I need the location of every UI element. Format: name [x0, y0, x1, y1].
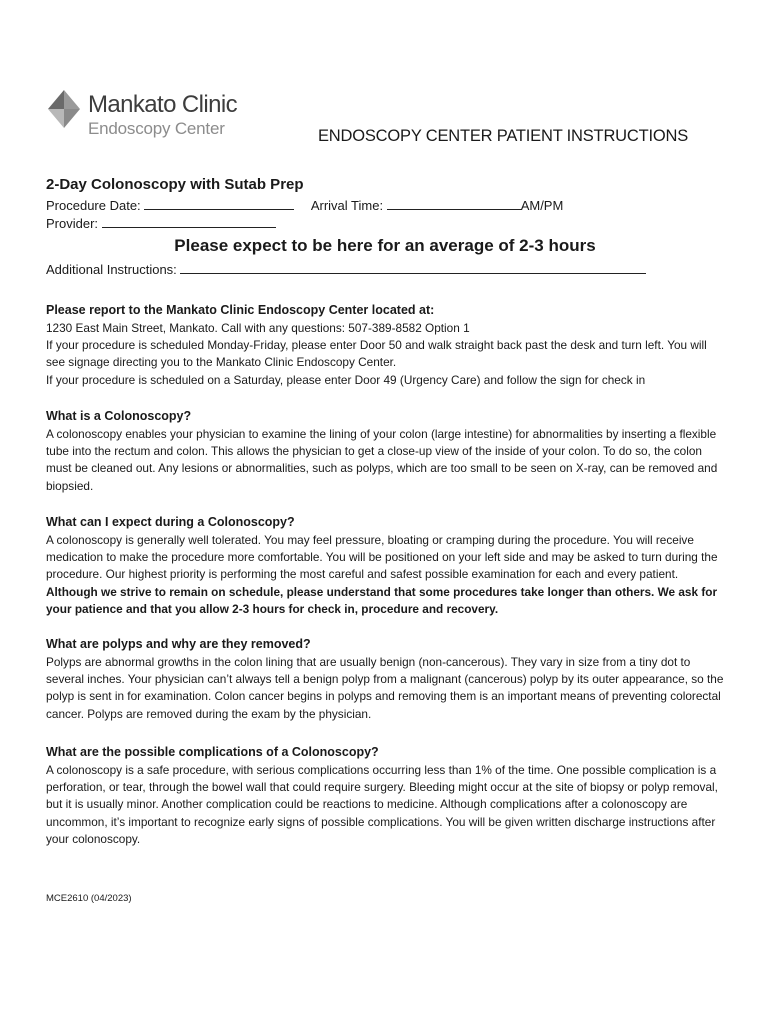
polyps-body: Polyps are abnormal growths in the colon lining that are usually benign (non-cancerous). They vary in size from a tiny dot to several inches. Your physician can’t always tell a benign polyp from a malignant (cancerous) polyp by its outer appearance, so the polyp is sent in for examination. Colon cancer begins in polyps and removing them is an important means of preventing colorectal cancer. Polyps are removed during the exam by the physician.	[46, 655, 724, 721]
report-saturday-line: If your procedure is scheduled on a Saturday, please enter Door 49 (Urgency Care) and follow the sign for check in	[46, 372, 646, 387]
additional-instructions-blank	[180, 261, 646, 274]
procedure-date-label: Procedure Date:	[46, 198, 141, 213]
expect-during-text: A colonoscopy is generally well tolerated. You may feel pressure, bloating or cramping during the procedure. You will receive medication to make the procedure more comfortable. You will be positioned on your left side and may be asked to turn during the procedure. Our highest priority is performing the most careful and safest possible examination for each and every patient.	[46, 533, 718, 582]
procedure-date-blank	[144, 197, 294, 210]
form-code: MCE2610 (04/2023)	[46, 893, 132, 904]
provider-label: Provider:	[46, 216, 99, 231]
expect-during-section	[46, 513, 728, 618]
additional-instructions-row	[46, 261, 646, 277]
logo-name: Mankato Clinic	[88, 91, 237, 118]
provider-blank	[102, 215, 276, 228]
arrival-time-label: Arrival Time:	[310, 198, 384, 213]
report-address-line: 1230 East Main Street, Mankato. Call with any questions: 507-389-8582 Option 1	[46, 321, 470, 335]
what-is-section	[46, 407, 728, 495]
expect-banner: Please expect to be here for an average of 2-3 hours	[174, 236, 596, 255]
polyps-section	[46, 635, 728, 723]
prep-title: 2-Day Colonoscopy with Sutab Prep	[46, 176, 304, 193]
report-weekday-line: If your procedure is scheduled Monday-Friday, please enter Door 50 and walk straight back past the desk and turn left. You will see signage directing you to the Mankato Clinic Endoscopy Center.	[46, 338, 707, 370]
arrival-time-blank	[387, 197, 521, 210]
complications-heading: What are the possible complications of a Colonoscopy?	[46, 745, 379, 759]
report-heading: Please report to the Mankato Clinic Endoscopy Center located at:	[46, 303, 435, 317]
document-title: ENDOSCOPY CENTER PATIENT INSTRUCTIONS	[318, 127, 689, 145]
procedure-date-row	[46, 197, 563, 213]
expect-during-body	[46, 532, 728, 618]
what-is-heading: What is a Colonoscopy?	[46, 409, 192, 423]
complications-body: A colonoscopy is a safe procedure, with serious complications occurring less than 1% of the time. One possible complication is a perforation, or tear, through the bowel wall that could require surgery. Bleeding might occur at the site of biopsy or polyp removal, but it is usually minor. Another complication could be reactions to medicine. Although complications after a colonoscopy are uncommon, it’s important to recognize early signs of possible complications. You will be given written discharge instructions after your colonoscopy.	[46, 763, 718, 846]
report-section	[46, 301, 728, 389]
mankato-clinic-logo	[46, 90, 246, 140]
expect-during-heading: What can I expect during a Colonoscopy?	[46, 515, 295, 529]
logo-diamond-icon	[46, 90, 82, 128]
arrival-time-suffix: AM/PM	[520, 198, 564, 213]
expect-during-bold-text: Although we strive to remain on schedule, please understand that some procedures take longer than others. We ask for your patience and that you allow 2-3 hours for check in, procedure and recovery.	[46, 584, 718, 616]
additional-instructions-label: Additional Instructions:	[46, 262, 177, 277]
polyps-heading: What are polyps and why are they removed?	[46, 637, 311, 651]
logo-subtitle: Endoscopy Center	[88, 119, 225, 138]
complications-section	[46, 743, 728, 848]
what-is-body: A colonoscopy enables your physician to examine the lining of your colon (large intestine) for abnormalities by inserting a flexible tube into the rectum and colon. This allows the physician to get a close-up view of the inside of your colon. To do so, the colon must be cleaned out. Any lesions or abnormalities, such as polyps, which are too small to be seen on X-ray, can be removed and biopsied.	[46, 427, 718, 493]
provider-row	[46, 215, 276, 231]
